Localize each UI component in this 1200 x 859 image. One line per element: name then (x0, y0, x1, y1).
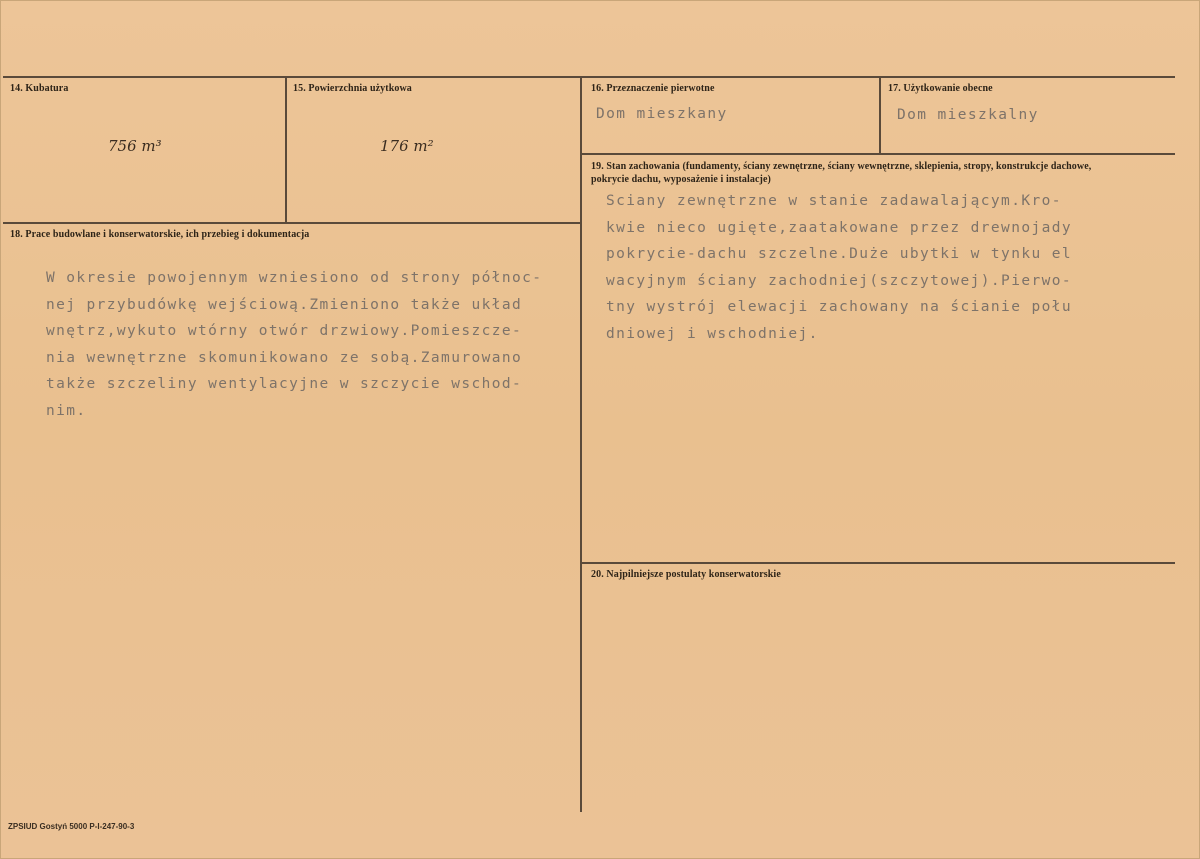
divider-14-15 (285, 76, 287, 223)
field-20-label: 20. Najpilniejsze postulaty konserwatorskie (591, 569, 781, 580)
field-19-line: pokrycie-dachu szczelne.Duże ubytki w tynku el (606, 246, 1072, 262)
field-18-line: także szczeliny wentylacyjne w szczycie wschod- (46, 376, 523, 392)
field-19-label: 19. Stan zachowania (fundamenty, ściany zewnętrzne, ściany wewnętrzne, sklepienia, stropy, konstrukcje dachowe, pokrycie dachu, wyposażenie i instalacje) (591, 161, 1092, 185)
field-18-line: W okresie powojennym wzniesiono od strony północ- (46, 270, 543, 286)
field-19-line: wacyjnym ściany zachodniej(szczytowej).Pierwo- (606, 272, 1072, 289)
field-19-line: kwie nieco ugięte,zaatakowane przez drewnojady (606, 219, 1072, 236)
field-14-value: 756 m³ (108, 137, 162, 155)
field-15-label: 15. Powierzchnia użytkowa (293, 83, 412, 94)
top-rule (3, 76, 1175, 78)
field-14-label: 14. Kubatura (10, 83, 69, 94)
divider-16-17 (879, 76, 881, 154)
field-17-label: 17. Użytkowanie obecne (888, 83, 993, 94)
field-18-line: wnętrz,wykuto wtórny otwór drzwiowy.Pomieszcze- (46, 323, 523, 339)
field-15-value: 176 m² (380, 137, 434, 155)
field-16-label: 16. Przeznaczenie pierwotne (591, 83, 715, 94)
print-code: ZPSIUD Gostyń 5000 P-I-247-90-3 (8, 822, 135, 831)
field-17-value: Dom mieszkalny (897, 107, 1039, 123)
field-18-line: nim. (46, 402, 87, 419)
field-16-value: Dom mieszkany (596, 106, 728, 122)
field-18-label: 18. Prace budowlane i konserwatorskie, ich przebieg i dokumentacja (10, 229, 310, 240)
field-18-line: nia wewnętrzne skomunikowano ze sobą.Zamurowano (46, 349, 523, 366)
rule-under-14-15 (3, 222, 581, 224)
field-18-line: nej przybudówkę wejściową.Zmieniono także układ (46, 296, 523, 313)
center-divider (580, 76, 582, 812)
field-19-line: Sciany zewnętrzne w stanie zadawalającym.Kro- (606, 193, 1062, 209)
rule-above-20 (582, 562, 1175, 564)
field-19-line: tny wystrój elewacji zachowany na ścianie połu (606, 299, 1072, 315)
field-19-line: dniowej i wschodniej. (606, 325, 819, 342)
